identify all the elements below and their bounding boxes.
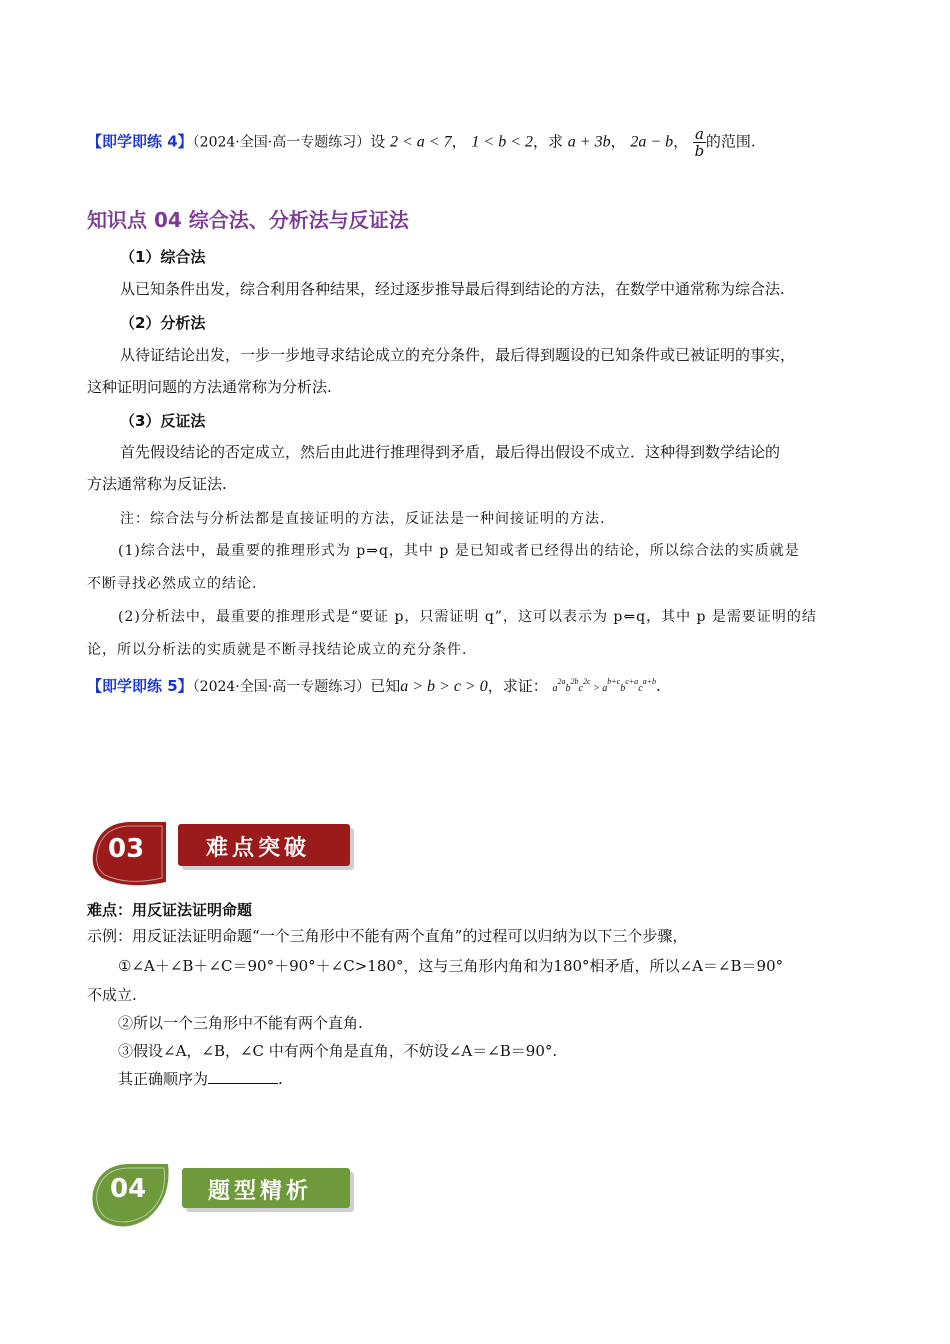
item3-text-line2: 方法通常称为反证法.: [87, 475, 227, 493]
practice4-text-end: 的范围.: [705, 132, 756, 151]
note: 注：综合法与分析法都是直接证明的方法，反证法是一种间接证明的方法.: [120, 511, 606, 527]
practice4-tag: 【即学即练 4】: [87, 132, 193, 151]
banner-04-title: 题型精析: [208, 1179, 313, 1204]
practice5-text-prove: ，求证：: [487, 677, 548, 695]
practice4-cond2: 1 < b < 2: [471, 133, 533, 151]
banner-03-title: 难点突破: [206, 836, 311, 861]
practice5-source: （2024·全国·高一专题练习）: [192, 679, 371, 695]
difficulty-title: 难点：用反证法证明命题: [87, 901, 253, 919]
lhs-b: b: [565, 683, 571, 694]
item2-text-line1: 从待证结论出发，一步一步地寻求结论成立的充分条件，最后得到题设的已知条件或已被证明的事实，: [120, 346, 796, 364]
banner-04: [88, 1158, 360, 1232]
note2-line2: 论，所以分析法的实质就是不断寻找结论成立的充分条件.: [87, 642, 468, 658]
rhs-b-exp: c+a: [625, 677, 639, 686]
lhs-a: a: [552, 683, 558, 694]
practice4-sep2: ，: [610, 132, 626, 151]
practice4-sep3: ，: [673, 132, 689, 151]
practice4-text-set: 设: [370, 132, 386, 151]
banner-04-number: 04: [110, 1174, 147, 1204]
lhs-b-exp: 2b: [570, 677, 579, 686]
practice5-end: .: [656, 677, 661, 695]
practice5-text-given: 已知: [370, 677, 401, 695]
lhs-c: c: [578, 683, 583, 694]
difficulty-step1-line2: 不成立.: [87, 986, 137, 1004]
item1-title: （1）综合法: [120, 248, 206, 266]
practice4-cond1: 2 < a < 7: [390, 133, 452, 151]
practice5-inequality: [552, 677, 657, 694]
item2-title: （2）分析法: [120, 314, 206, 332]
rhs-a-exp: b+c: [607, 677, 621, 686]
practice4-sep1: ，: [451, 132, 467, 151]
section-title: 知识点 04 综合法、分析法与反证法: [87, 208, 409, 232]
banner-03: [88, 816, 360, 890]
practice5-cond: a > b > c > 0: [400, 678, 488, 695]
difficulty-step3: ③假设∠A，∠B，∠C 中有两个角是直角，不妨设∠A＝∠B＝90°.: [118, 1042, 558, 1060]
answer-prefix: 其正确顺序为: [118, 1070, 209, 1088]
lhs-c-exp: 2c: [582, 677, 591, 686]
banner-03-number: 03: [108, 834, 145, 864]
note1-line1: (1)综合法中，最重要的推理形式为 p⇒q，其中 p 是已知或者已经得出的结论，所以综合法的实质就是: [118, 543, 800, 559]
practice5-line: [87, 671, 661, 700]
item3-title: （3）反证法: [120, 412, 206, 430]
item2-text-line2: 这种证明问题的方法通常称为分析法.: [87, 378, 332, 396]
fraction-numerator: a: [694, 125, 704, 143]
note2-line1: (2)分析法中，最重要的推理形式是“要证 p，只需证明 q”，这可以表示为 p⇐q，其中 p 是需要证明的结: [118, 609, 817, 625]
answer-suffix: .: [278, 1070, 283, 1088]
difficulty-example: 示例：用反证法证明命题“一个三角形中不能有两个直角”的过程可以归纳为以下三个步骤，: [87, 927, 688, 945]
note1-line2: 不断寻找必然成立的结论.: [87, 576, 258, 592]
rhs-b: b: [620, 683, 626, 694]
practice4-text-find: ，求: [532, 132, 563, 151]
difficulty-answer: [118, 1068, 283, 1090]
practice4-line: [87, 126, 756, 159]
difficulty-step1-line1: ①∠A＋∠B＋∠C＝90°＋90°＋∠C>180°，这与三角形内角和为180°相矛盾，所以∠A＝∠B＝90°: [118, 957, 784, 975]
answer-blank[interactable]: [208, 1069, 278, 1084]
rhs-c: c: [638, 683, 643, 694]
practice4-expr2: 2a − b: [630, 133, 674, 151]
gt-sign: >: [590, 683, 603, 694]
practice5-tag: 【即学即练 5】: [87, 677, 193, 695]
item3-text-line1: 首先假设结论的否定成立，然后由此进行推理得到矛盾，最后得出假设不成立．这种得到数学结论的: [120, 443, 781, 461]
practice4-source: （2024·全国·高一专题练习）: [192, 134, 371, 151]
item1-text: 从已知条件出发，综合利用各种结果，经过逐步推导最后得到结论的方法，在数学中通常称为综合法.: [120, 280, 785, 298]
rhs-c-exp: a+b: [642, 677, 657, 686]
difficulty-step2: ②所以一个三角形中不能有两个直角.: [118, 1014, 363, 1032]
practice4-expr1: a + 3b: [567, 133, 611, 151]
lhs-a-exp: 2a: [557, 677, 566, 686]
rhs-a: a: [602, 683, 608, 694]
fraction-denominator: b: [694, 142, 705, 160]
practice4-fraction: [693, 126, 706, 159]
